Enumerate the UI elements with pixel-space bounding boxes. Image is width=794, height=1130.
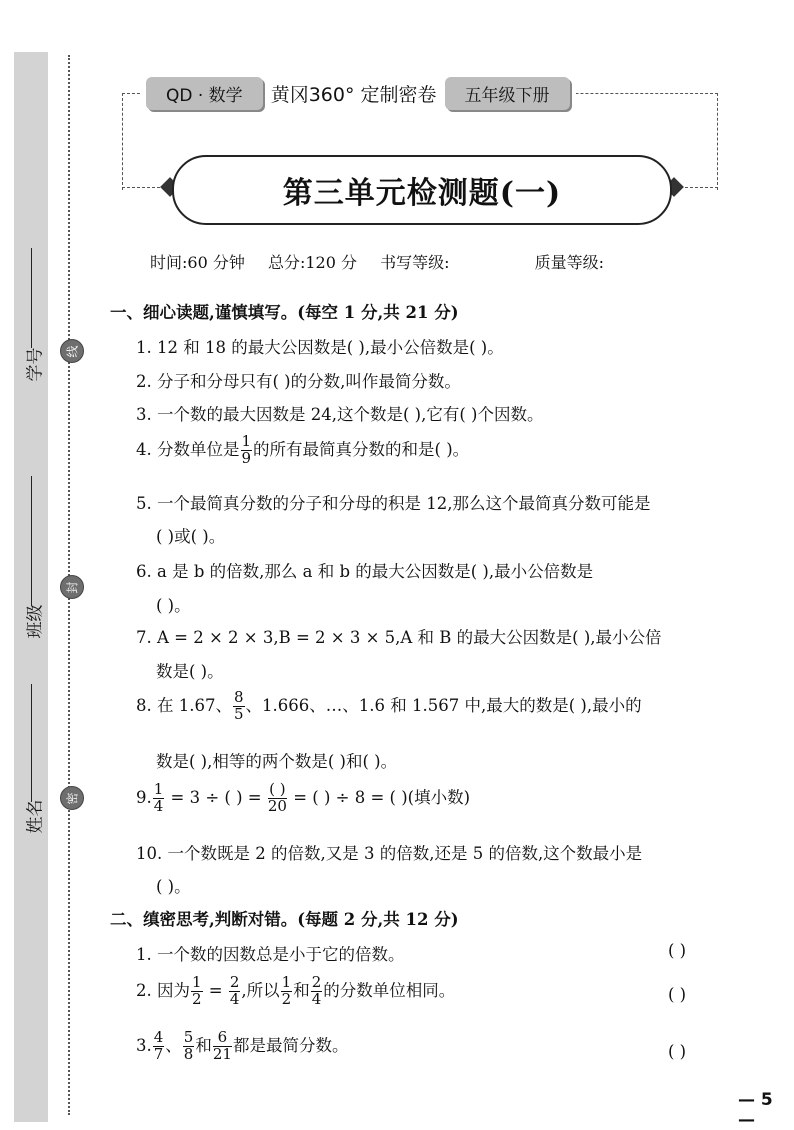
class-blank bbox=[31, 476, 32, 606]
question-1-5-line1: 5. 一个最简真分数的分子和分母的积是 12,那么这个最简真分数可能是 bbox=[136, 494, 651, 513]
fraction: $\frac{1}{9}$ bbox=[241, 432, 252, 467]
title-box bbox=[172, 155, 672, 225]
page-title: 第三单元检测题(一) bbox=[282, 176, 562, 211]
total-info: 总分:120 分 bbox=[267, 253, 357, 272]
fraction: $\frac{1}{4}$ bbox=[153, 780, 164, 815]
question-1-8-line2: 数是( ),相等的两个数是( )和( )。 bbox=[156, 752, 398, 771]
seal-mark-line: 线 bbox=[60, 339, 84, 363]
fraction: $\frac{5}{8}$ bbox=[183, 1028, 194, 1063]
question-2-3: 3. $\frac{4}{7}$ 、 $\frac{5}{8}$ 和 $\frac{6}{21}$ 都是最简分数。 bbox=[136, 1028, 349, 1063]
fraction: $\frac{2}{4}$ bbox=[229, 973, 240, 1008]
student-id-blank bbox=[31, 248, 32, 348]
page-number: — 5 — bbox=[738, 1090, 773, 1130]
question-1-7-line1: 7. A = 2 × 2 × 3,B = 2 × 3 × 5,A 和 B 的最大公因数是( ),最小公倍 bbox=[136, 628, 662, 647]
seal-mark-seal: 封 bbox=[60, 575, 84, 599]
fraction: $\frac{4}{7}$ bbox=[153, 1028, 164, 1063]
seal-mark-secret: 密 bbox=[60, 786, 84, 810]
fraction: $\frac{1}{2}$ bbox=[281, 973, 292, 1008]
time-info: 时间:60 分钟 bbox=[150, 253, 245, 272]
fraction: $\frac{1}{2}$ bbox=[192, 973, 202, 1008]
name-blank bbox=[31, 684, 32, 802]
question-2-2: 2. 因为 $\frac{1}{2}$ = $\frac{2}{4}$ ,所以 $\frac{1}{2}$ 和 $\frac{2}{4}$ 的分数单位相同。 bbox=[136, 973, 456, 1008]
fraction: $\frac{8}{5}$ bbox=[233, 688, 244, 723]
fraction: $\frac{6}{21}$ bbox=[212, 1028, 232, 1063]
question-1-2: 2. 分子和分母只有( )的分数,叫作最简分数。 bbox=[136, 372, 461, 391]
grade-pill: 五年级下册 bbox=[445, 77, 570, 110]
header-bar bbox=[140, 76, 576, 110]
name-label: 姓名 bbox=[25, 799, 46, 834]
series-name: 黄冈360° 定制密卷 bbox=[270, 83, 437, 106]
question-1-8-line1: 8. 在 1.67、 $\frac{8}{5}$ 、1.666、…、1.6 和 1.567 中,最大的数是( ),最小的 bbox=[136, 688, 642, 723]
answer-paren-2-1[interactable]: ( ) bbox=[668, 941, 687, 960]
quality-grade: 质量等级: bbox=[534, 253, 604, 272]
fraction: $\frac{( )}{20}$ bbox=[267, 780, 287, 815]
question-1-10-line1: 10. 一个数既是 2 的倍数,又是 3 的倍数,还是 5 的倍数,这个数最小是 bbox=[136, 844, 643, 863]
student-id-label: 学号 bbox=[25, 347, 46, 382]
question-1-7-line2: 数是( )。 bbox=[156, 662, 224, 681]
writing-grade: 书写等级: bbox=[380, 253, 450, 272]
header-dash-right bbox=[680, 187, 718, 188]
question-1-3: 3. 一个数的最大因数是 24,这个数是( ),它有( )个因数。 bbox=[136, 405, 544, 424]
answer-paren-2-3[interactable]: ( ) bbox=[668, 1042, 687, 1061]
header-dash-left bbox=[122, 187, 160, 188]
question-1-10-line2: ( )。 bbox=[156, 877, 191, 896]
fraction: $\frac{2}{4}$ bbox=[311, 973, 322, 1008]
class-label: 班级 bbox=[25, 604, 46, 639]
subject-pill: QD · 数学 bbox=[146, 77, 263, 110]
exam-info bbox=[150, 250, 622, 273]
question-1-4: 4. 分数单位是 $\frac{1}{9}$ 的所有最简真分数的和是( )。 bbox=[136, 432, 470, 467]
section2-heading: 二、缜密思考,判断对错。(每题 2 分,共 12 分) bbox=[110, 910, 459, 929]
question-1-9: 9. $\frac{1}{4}$ = 3 ÷ ( ) = $\frac{( )}{20}$ = ( ) ÷ 8 = ( )(填小数) bbox=[136, 780, 471, 815]
question-1-5-line2: ( )或( )。 bbox=[156, 527, 226, 546]
question-1-6-line2: ( )。 bbox=[156, 596, 191, 615]
question-1-1: 1. 12 和 18 的最大公因数是( ),最小公倍数是( )。 bbox=[136, 338, 504, 357]
question-2-1: 1. 一个数的因数总是小于它的倍数。 bbox=[136, 945, 405, 964]
answer-paren-2-2[interactable]: ( ) bbox=[668, 985, 687, 1004]
question-1-6-line1: 6. a 是 b 的倍数,那么 a 和 b 的最大公因数是( ),最小公倍数是 bbox=[136, 562, 594, 581]
section1-heading: 一、细心读题,谨慎填写。(每空 1 分,共 21 分) bbox=[110, 303, 459, 322]
